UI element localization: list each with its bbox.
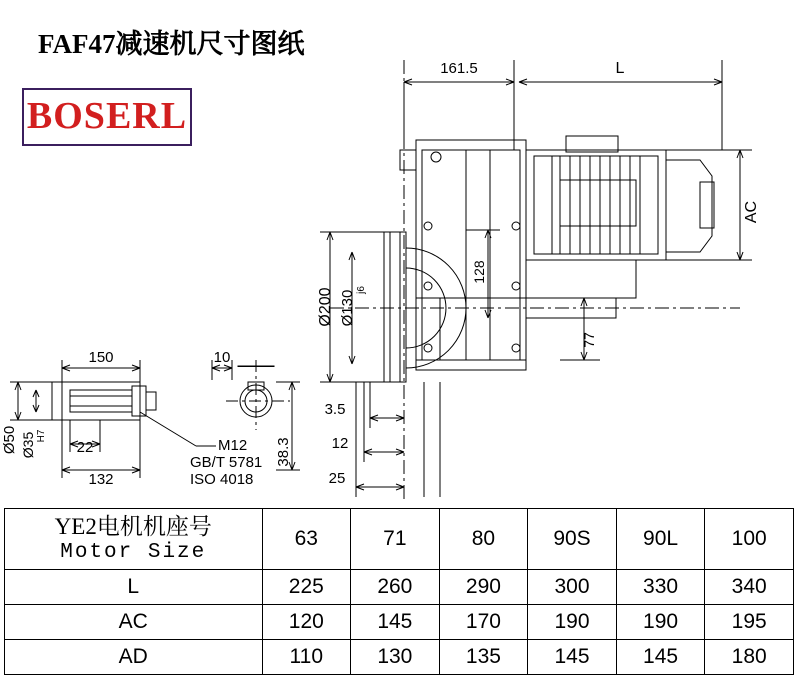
row-label: AD [5,640,263,675]
table-cell: 135 [439,640,528,675]
table-cell: 195 [705,605,794,640]
dim-22: 22 [76,439,94,456]
dim-77: 77 [581,332,597,348]
table-row [5,640,794,675]
callout-standard-gb: GB/T 5781 [190,454,263,471]
table-cell: 225 [262,570,351,605]
dim-L: L [615,60,625,77]
dim-12: 12 [331,435,349,452]
dim-161-5: 161.5 [440,60,478,77]
table-cell: 330 [616,570,705,605]
header-label-cell [5,509,263,570]
dim-10: 10 [213,349,231,366]
table-cell: 190 [616,605,705,640]
motor-size-cell: 80 [439,509,528,570]
header-label-en: Motor Size [60,541,207,564]
table-cell: 290 [439,570,528,605]
dim-dia-200: Ø200 [317,287,334,327]
table-cell: 145 [351,605,440,640]
motor-size-cell: 100 [705,509,794,570]
table-cell: 340 [705,570,794,605]
table-row [5,570,794,605]
table-cell: 130 [351,640,440,675]
table-cell: 145 [616,640,705,675]
dim-dia-50: Ø50 [1,425,18,455]
motor-size-cell: 90L [616,509,705,570]
row-label: L [5,570,263,605]
table-cell: 180 [705,640,794,675]
table-cell: 300 [528,570,617,605]
dim-dia-130-tolerance: j6 [356,286,367,294]
dim-150: 150 [88,349,114,366]
dim-dia-35-tolerance: H7 [36,429,47,443]
table-cell: 260 [351,570,440,605]
motor-size-cell: 71 [351,509,440,570]
table-cell: 190 [528,605,617,640]
header-label-cn: YE2电机机座号 [54,514,212,539]
dim-128: 128 [471,260,487,284]
dim-38-3: 38.3 [275,437,292,467]
table-cell: 120 [262,605,351,640]
table-cell: 145 [528,640,617,675]
table-row [5,605,794,640]
dim-3-5: 3.5 [324,401,346,418]
motor-size-cell: 63 [262,509,351,570]
logo-text: BOSERL [26,95,188,137]
dim-dia-35: Ø35 [20,431,36,459]
spec-table [4,508,794,675]
row-label: AC [5,605,263,640]
motor-size-cell: 90S [528,509,617,570]
callout-m12: M12 [218,437,248,454]
table-cell: 170 [439,605,528,640]
table-cell: 110 [262,640,351,675]
table-row-header [5,509,794,570]
dim-25: 25 [328,470,346,487]
callout-standard-iso: ISO 4018 [190,471,254,488]
page-title: FAF47减速机尺寸图纸 [38,29,305,59]
dim-AC: AC [743,200,760,224]
dim-dia-130: Ø130 [339,289,356,327]
dim-132: 132 [88,471,114,488]
